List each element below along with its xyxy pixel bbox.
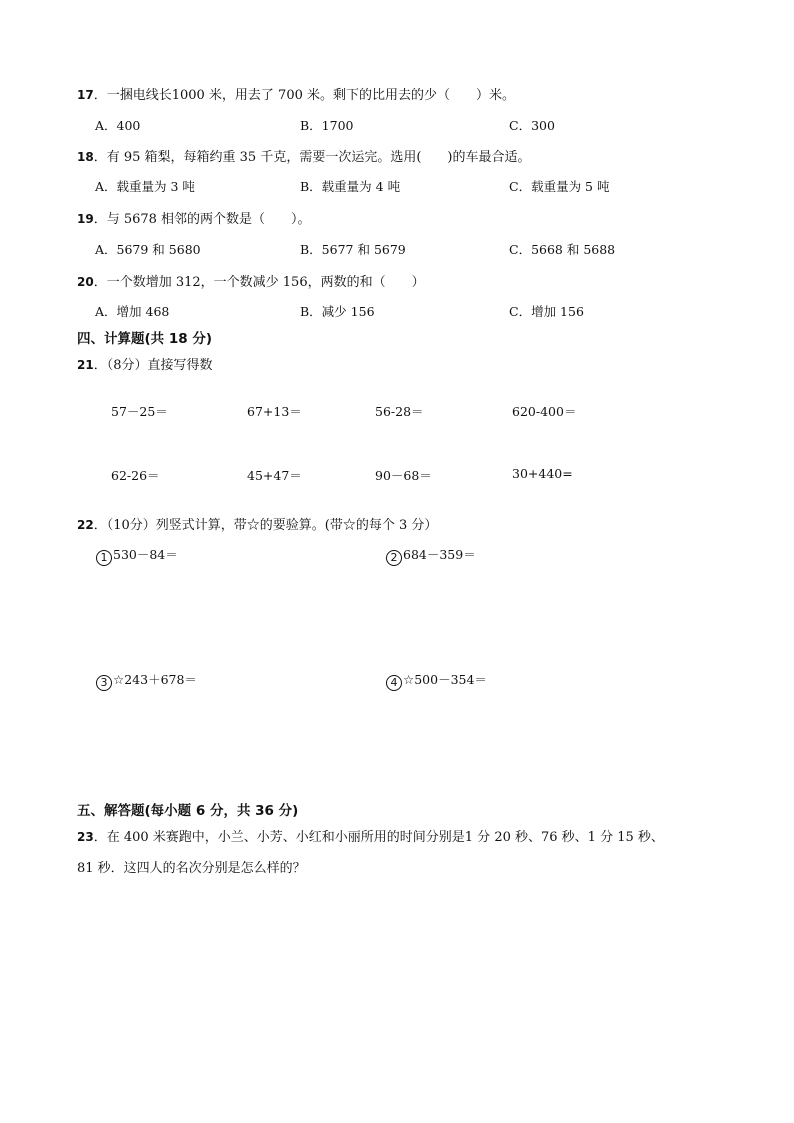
vertical-calc-1 [96, 545, 178, 566]
question-number: 23 [77, 830, 94, 844]
question-text: ．（10分）列竖式计算，带☆的要验算。(带☆的每个 3 分） [93, 518, 438, 533]
calc-item: 56-28＝ [375, 404, 424, 419]
question-number: 21 [77, 358, 94, 372]
question-number: 20 [77, 275, 94, 289]
option-a: A．载重量为 3 吨 [95, 179, 195, 194]
option-c: C．增加 156 [509, 304, 584, 319]
option-c: C．300 [509, 118, 555, 133]
question-21 [77, 354, 212, 373]
option-a: A．5679 和 5680 [95, 242, 201, 257]
calc-expression: ☆243＋678＝ [113, 672, 197, 687]
section-title-word-problems: 五、解答题(每小题 6 分，共 36 分) [77, 803, 299, 819]
question-text: ．一个数增加 312，一个数减少 156，两数的和（ ） [93, 275, 425, 290]
question-text: ．与 5678 相邻的两个数是（ ）。 [93, 212, 311, 227]
calc-item: 57－25＝ [111, 404, 168, 419]
calc-item: 30+440= [512, 466, 573, 481]
calc-item: 67+13＝ [247, 404, 302, 419]
question-20 [77, 271, 425, 290]
option-a: A．增加 468 [95, 304, 170, 319]
circled-number: 1 [96, 550, 112, 566]
circled-number: 4 [386, 675, 402, 691]
option-a: A．400 [95, 118, 141, 133]
option-c: C．5668 和 5688 [509, 242, 616, 257]
vertical-calc-2 [386, 545, 476, 566]
question-text-line-1: ．在 400 米赛跑中，小兰、小芳、小红和小丽所用的时间分别是1 分 20 秒、76 秒、1 分 15 秒、 [93, 830, 664, 845]
question-number: 17 [77, 88, 94, 102]
option-c: C．载重量为 5 吨 [509, 179, 610, 194]
section-title-calculation: 四、计算题(共 18 分) [77, 331, 213, 347]
option-b: B．减少 156 [300, 304, 375, 319]
question-text-line-2: 81 秒．这四人的名次分别是怎么样的？ [77, 861, 306, 876]
option-b: B．5677 和 5679 [300, 242, 406, 257]
question-19 [77, 208, 311, 227]
calc-expression: 684－359＝ [403, 547, 476, 562]
question-number: 18 [77, 150, 94, 164]
calc-expression: ☆500－354＝ [403, 672, 487, 687]
question-18 [77, 146, 530, 165]
question-23 [77, 826, 664, 845]
vertical-calc-3 [96, 670, 197, 691]
question-text: ．有 95 箱梨，每箱约重 35 千克，需要一次运完。选用( )的车最合适。 [93, 150, 531, 165]
question-number: 19 [77, 212, 94, 226]
question-22 [77, 514, 437, 533]
question-text: ．一捆电线长1000 米，用去了 700 米。剩下的比用去的少（ ）米。 [93, 88, 515, 103]
option-b: B．载重量为 4 吨 [300, 179, 401, 194]
calc-expression: 530－84＝ [113, 547, 178, 562]
calc-item: 90－68＝ [375, 468, 432, 483]
circled-number: 3 [96, 675, 112, 691]
question-text: ．（8分）直接写得数 [93, 358, 213, 373]
calc-item: 620-400＝ [512, 404, 577, 419]
circled-number: 2 [386, 550, 402, 566]
calc-item: 62-26＝ [111, 468, 160, 483]
question-17 [77, 84, 515, 103]
calc-item: 45+47＝ [247, 468, 302, 483]
question-number: 22 [77, 518, 94, 532]
vertical-calc-4 [386, 670, 487, 691]
option-b: B．1700 [300, 118, 354, 133]
